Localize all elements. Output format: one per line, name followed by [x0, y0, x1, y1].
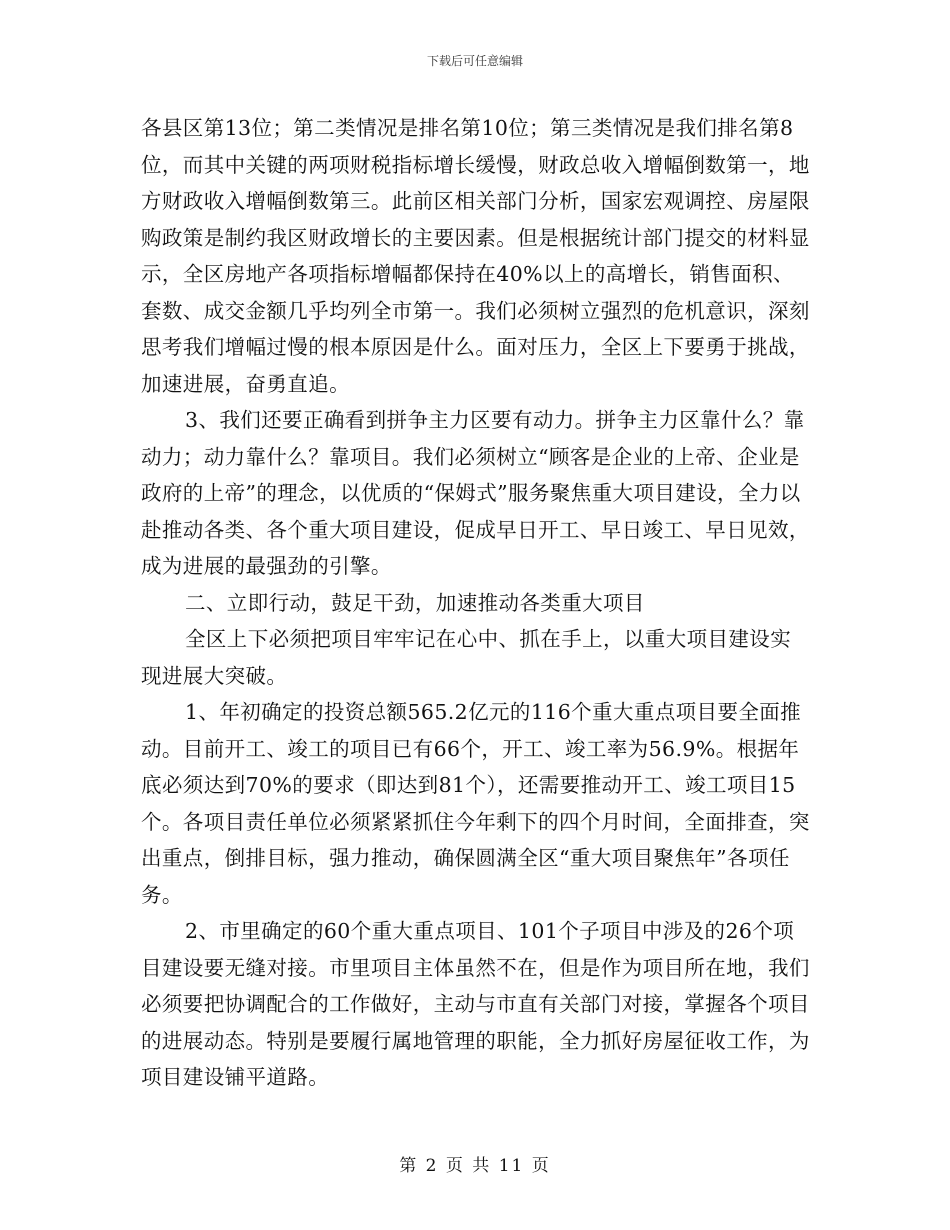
section-heading: 二、立即行动，鼓足干劲，加速推动各类重大项目 [185, 590, 645, 615]
paragraph-5: 2、市里确定的60个重大重点项目、101个子项目中涉及的26个项目建设要无缝对接。市里项目主体虽然不在，但是作为项目所在地，我们必须要把协调配合的工作做好，主动与市直有关部门对接，掌握各个项目的进展动态。特别是要履行属地管理的职能，全力抓好房屋征收工作，为项目建设铺平道路。 [141, 919, 810, 1089]
paragraph-4: 1、年初确定的投资总额565.2亿元的116个重大重点项目要全面推动。目前开工、竣工的项目已有66个，开工、竣工率为56.9%。根据年底必须达到70%的要求（即达到81个），还需要推动开工、竣工项目15个。各项目责任单位必须紧紧抓住今年剩下的四个月时间，全面排查，突出重点，倒排目标，强力推动，确保圆满全区“重大项目聚焦年”各项任务。 [141, 700, 810, 907]
document-body [141, 110, 811, 1096]
paragraph-3: 全区上下必须把项目牢牢记在心中、抓在手上，以重大项目建设实现进展大突破。 [141, 627, 792, 688]
paragraph-1: 各县区第13位；第二类情况是排名第10位；第三类情况是我们排名第8位，而其中关键的两项财税指标增长缓慢，财政总收入增幅倒数第一，地方财政收入增幅倒数第三。此前区相关部门分析，国家宏观调控、房屋限购政策是制约我区财政增长的主要因素。但是根据统计部门提交的材料显示，全区房地产各项指标增幅都保持在40%以上的高增长，销售面积、套数、成交金额几乎均列全市第一。我们必须树立强烈的危机意识，深刻思考我们增幅过慢的根本原因是什么。面对压力，全区上下要勇于挑战，加速进展，奋勇直追。 [141, 116, 810, 396]
page-header: 下载后可任意编辑 [426, 54, 523, 68]
paragraph-2: 3、我们还要正确看到拼争主力区要有动力。拼争主力区靠什么？靠动力；动力靠什么？靠项目。我们必须树立“顾客是企业的上帝、企业是政府的上帝”的理念，以优质的“保姆式”服务聚焦重大项目建设，全力以赴推动各类、各个重大项目建设，促成早日开工、早日竣工、早日见效，成为进展的最强劲的引擎。 [141, 408, 810, 578]
page-number-footer: 第 2 页 共 11 页 [399, 1156, 551, 1176]
